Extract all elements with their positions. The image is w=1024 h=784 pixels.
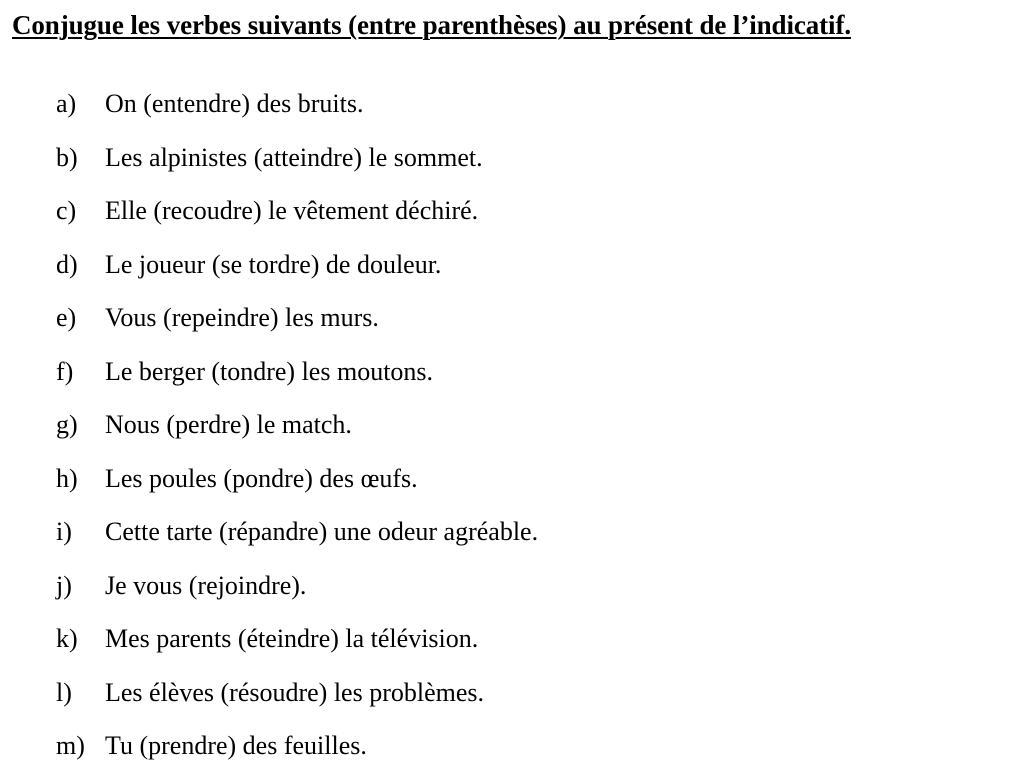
item-sentence: Cette tarte (répandre) une odeur agréable. <box>105 517 539 546</box>
item-letter: a) <box>56 89 77 118</box>
item-letter: h) <box>56 463 78 493</box>
item-letter: m) <box>56 731 85 760</box>
item-sentence: On (entendre) des bruits. <box>105 89 364 118</box>
item-letter: c) <box>56 196 77 225</box>
item-letter: i) <box>56 517 72 546</box>
exercise-instruction-title: Conjugue les verbes suivants (entre parenthèses) au présent de l’indicatif. <box>12 10 851 40</box>
item-letter: k) <box>56 624 78 653</box>
item-sentence: Je vous (rejoindre). <box>105 570 307 600</box>
item-sentence: Mes parents (éteindre) la télévision. <box>105 624 479 653</box>
item-letter: g) <box>56 410 78 439</box>
item-sentence: Les alpinistes (atteindre) le sommet. <box>105 142 483 172</box>
item-letter: l) <box>56 677 72 707</box>
item-sentence: Elle (recoudre) le vêtement déchiré. <box>105 196 479 225</box>
item-letter: d) <box>56 249 78 279</box>
item-sentence: Vous (repeindre) les murs. <box>105 303 379 332</box>
item-sentence: Le joueur (se tordre) de douleur. <box>105 249 442 279</box>
item-letter: b) <box>56 142 78 172</box>
item-letter: e) <box>56 303 77 332</box>
item-sentence: Tu (prendre) des feuilles. <box>105 731 367 760</box>
item-letter: j) <box>56 570 72 600</box>
item-sentence: Les élèves (résoudre) les problèmes. <box>105 677 485 707</box>
item-letter: f) <box>56 356 74 386</box>
item-sentence: Les poules (pondre) des œufs. <box>105 463 418 493</box>
item-sentence: Le berger (tondre) les moutons. <box>105 356 434 386</box>
item-sentence: Nous (perdre) le match. <box>105 410 352 439</box>
